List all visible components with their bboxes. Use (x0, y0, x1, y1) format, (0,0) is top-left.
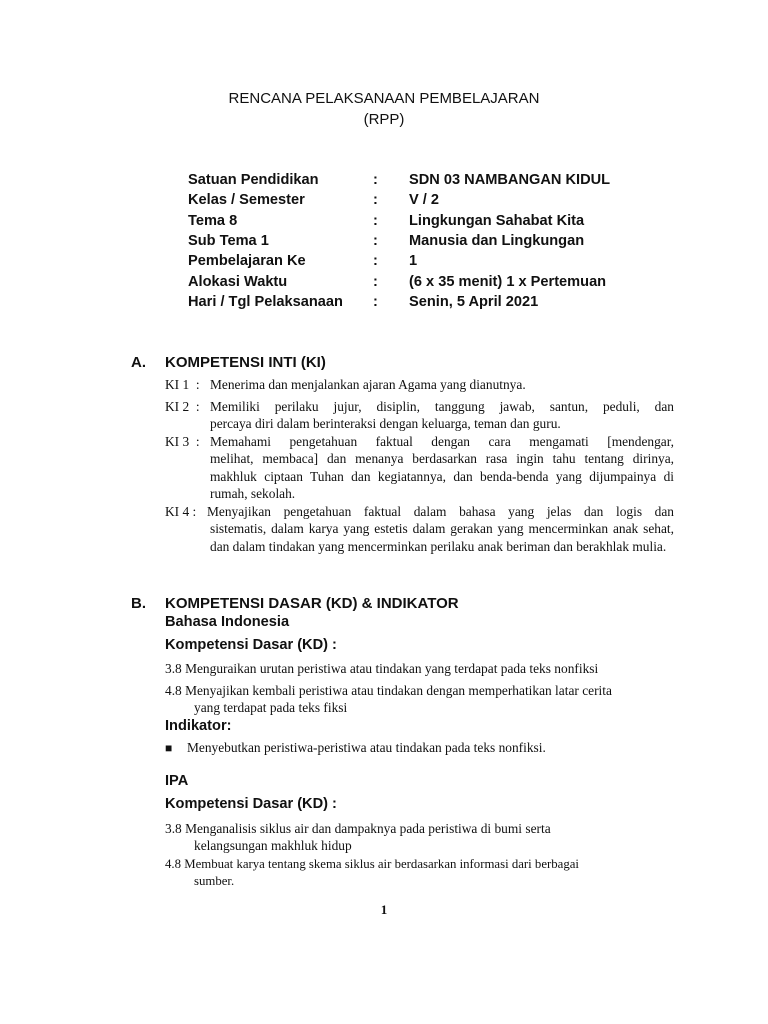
info-label: Sub Tema 1 (188, 233, 269, 250)
info-label: Tema 8 (188, 212, 238, 229)
info-label: Hari / Tgl Pelaksanaan (188, 293, 343, 310)
info-value: (6 x 35 menit) 1 x Pertemuan (409, 273, 607, 290)
ki-label: KI 4 : (165, 504, 197, 519)
info-colon: : (373, 233, 378, 250)
kd-item-4-8-bahasa: 4.8 Menyajikan kembali peristiwa atau tindakan dengan memperhatikan latar cerita yang terdapat pada teks fiksi (165, 683, 612, 715)
info-colon: : (373, 293, 378, 310)
info-row-subtema (188, 231, 658, 251)
identity-table (188, 170, 658, 312)
section-title: KOMPETENSI DASAR (KD) & INDIKATOR (165, 595, 459, 612)
ki-text: Memahami pengetahuan faktual dengan cara mengamati [mendengar, melihat, membaca] dan menanya berdasarkan rasa ingin tahu tentang dirinya, makhluk ciptaan Tuhan dan kegiatannya, dan benda-benda yang dijumpainya di rumah, sekolah. (210, 434, 674, 501)
info-row-pembelajaran (188, 251, 658, 271)
info-label: Pembelajaran Ke (188, 253, 306, 270)
kd-item-3-8-ipa: 3.8 Menganalisis siklus air dan dampaknya pada peristiwa di bumi serta kelangsungan makhluk hidup (165, 821, 551, 853)
section-b-heading (131, 595, 459, 612)
kd-heading-ipa: Kompetensi Dasar (KD) : (165, 796, 337, 812)
section-letter: A. (131, 354, 146, 371)
info-colon: : (373, 172, 378, 189)
section-letter: B. (131, 595, 146, 612)
info-value: Senin, 5 April 2021 (409, 293, 539, 310)
info-value: V / 2 (409, 192, 440, 209)
kd-item-4-8-ipa: 4.8 Membuat karya tentang skema siklus air berdasarkan informasi dari berbagai sumber. (165, 857, 579, 888)
ki-text: Menyajikan pengetahuan faktual dalam bahasa yang jelas dan logis dan sistematis, dalam karya yang estetis dalam gerakan yang mencerminkan anak sehat, dan dalam tindakan yang mencerminkan perilaku anak beriman dan berakhlak mulia. (207, 504, 674, 554)
subject-bahasa: Bahasa Indonesia (165, 614, 290, 630)
document-title: RENCANA PELAKSANAAN PEMBELAJARAN (228, 90, 540, 107)
kd-item-3-8-bahasa: 3.8 Menguraikan urutan peristiwa atau tindakan yang terdapat pada teks nonfiksi (165, 661, 599, 676)
info-label: Kelas / Semester (188, 192, 305, 209)
info-value: Manusia dan Lingkungan (409, 233, 585, 250)
ki-item-4 (165, 503, 674, 555)
info-value: SDN 03 NAMBANGAN KIDUL (409, 172, 611, 189)
info-value: Lingkungan Sahabat Kita (409, 212, 585, 229)
info-row-tema (188, 211, 658, 231)
page-number: 1 (380, 902, 388, 917)
info-value: 1 (409, 253, 418, 270)
ki-text: Menerima dan menjalankan ajaran Agama yang dianutnya. (210, 377, 526, 392)
ki-item-1 (165, 376, 674, 393)
indikator-heading: Indikator: (165, 718, 232, 734)
ki-label: KI 3 : (165, 434, 200, 449)
info-label: Alokasi Waktu (188, 273, 288, 290)
subject-ipa: IPA (165, 773, 189, 789)
indikator-item: ■ Menyebutkan peristiwa-peristiwa atau tindakan pada teks nonfiksi. (165, 740, 546, 755)
info-label: Satuan Pendidikan (188, 172, 319, 189)
section-a-heading (131, 354, 326, 371)
ki-item-3 (165, 433, 674, 502)
ki-label: KI 1 : (165, 377, 200, 392)
info-row-hari (188, 292, 658, 312)
kd-heading-bahasa: Kompetensi Dasar (KD) : (165, 637, 337, 653)
info-row-kelas (188, 190, 658, 210)
ki-label: KI 2 : (165, 399, 200, 414)
info-row-satuan (188, 170, 658, 190)
section-title: KOMPETENSI INTI (KI) (165, 354, 326, 371)
document-subtitle: (RPP) (363, 111, 405, 128)
ki-item-2 (165, 398, 674, 433)
info-colon: : (373, 192, 378, 209)
info-colon: : (373, 253, 378, 270)
info-colon: : (373, 273, 378, 290)
ki-text: Memiliki perilaku jujur, disiplin, tanggung jawab, santun, peduli, dan percaya diri dalam berinteraksi dengan keluarga, teman dan guru. (210, 399, 674, 432)
info-colon: : (373, 212, 378, 229)
bullet-square-icon: ■ (165, 741, 173, 755)
info-row-alokasi (188, 271, 658, 291)
